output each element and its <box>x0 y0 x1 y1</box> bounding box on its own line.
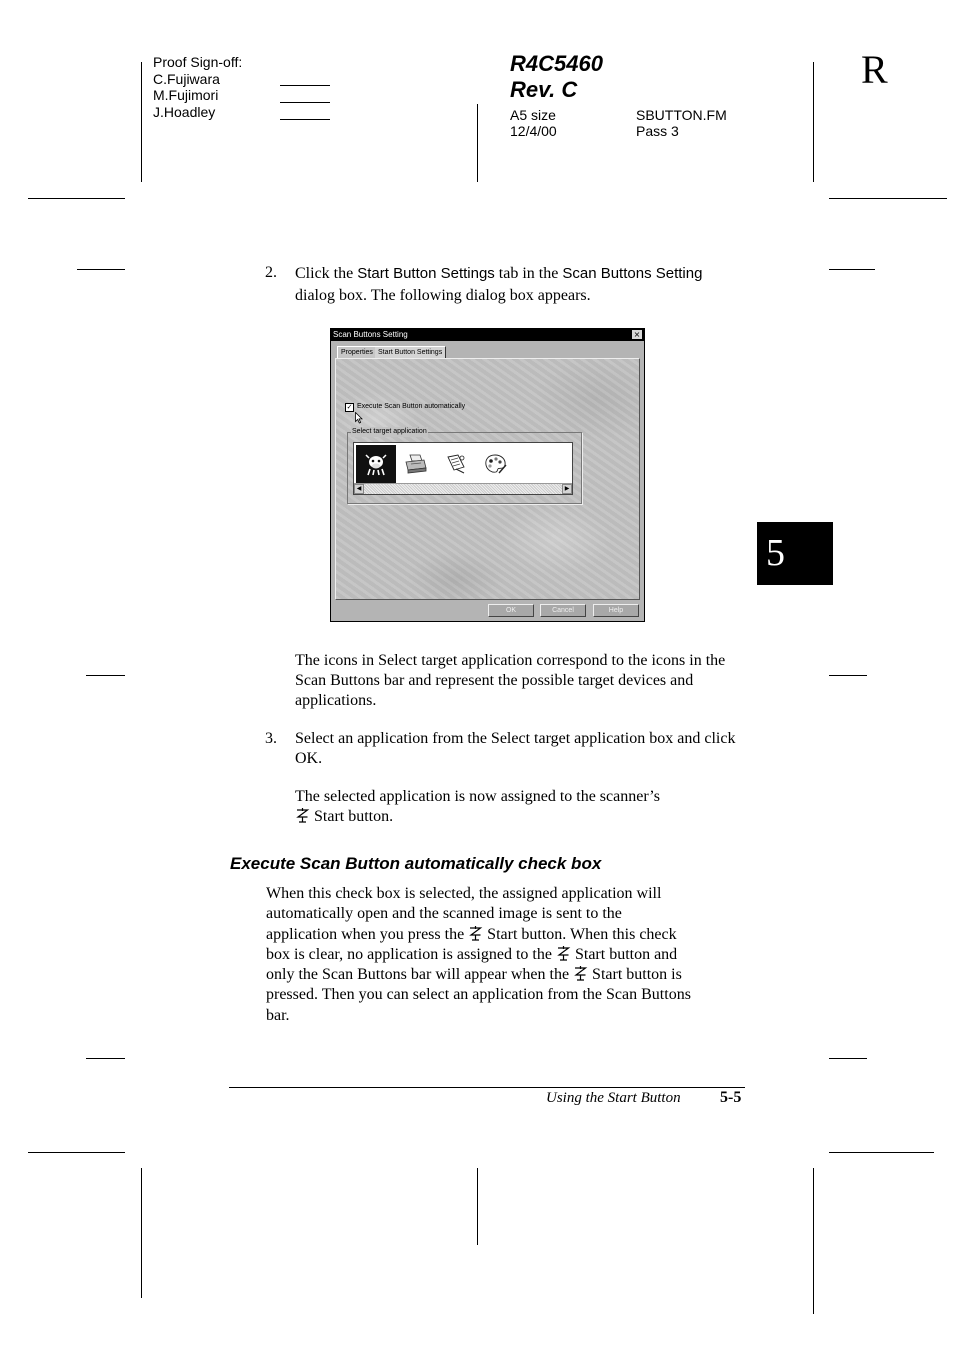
target-application-list[interactable] <box>353 442 573 495</box>
scan-buttons-setting-dialog <box>330 328 645 622</box>
app-item-1[interactable] <box>356 445 396 483</box>
crop-mark-bottom-left-horizontal <box>28 1152 125 1153</box>
footer-rule <box>229 1087 745 1088</box>
start-button-icon <box>295 807 310 823</box>
scroll-right-button[interactable]: ▶ <box>562 484 572 494</box>
crop-mark-top-left-horizontal <box>28 198 125 199</box>
term-scan-buttons-setting: Scan Buttons Setting <box>562 265 703 282</box>
paint-palette-app-icon <box>484 453 508 475</box>
trim-mark-right-1 <box>829 269 875 270</box>
footer-title: Using the Start Button <box>546 1090 681 1106</box>
trim-mark-left-1 <box>77 269 125 270</box>
section-heading: Execute Scan Button automatically check box <box>230 854 602 873</box>
tab-properties[interactable]: Properties <box>337 346 377 358</box>
chapter-number: 5 <box>766 532 785 574</box>
cow-app-icon <box>363 451 389 477</box>
proof-name-2: M.Fujimori <box>153 87 219 103</box>
corner-letter: R <box>861 47 888 92</box>
crop-mark-bottom-right-vertical <box>813 1168 814 1314</box>
step-3-number: 3. <box>265 730 277 747</box>
app-item-4[interactable] <box>476 445 516 483</box>
help-button[interactable]: Help <box>593 604 639 617</box>
horizontal-scrollbar[interactable] <box>354 483 572 494</box>
doc-pass: Pass 3 <box>636 123 679 139</box>
doc-size: A5 size <box>510 107 556 123</box>
signoff-line-1 <box>280 85 330 86</box>
step-3-text: Select an application from the Select target application box and click OK. <box>295 730 736 767</box>
start-button-icon <box>556 945 571 961</box>
trim-mark-right-2 <box>829 675 867 676</box>
dialog-title: Scan Buttons Setting <box>333 330 408 339</box>
doc-filename: SBUTTON.FM <box>636 107 727 123</box>
select-target-application-label: Select target application <box>352 428 427 435</box>
doc-title-revision: Rev. C <box>510 77 578 102</box>
chapter-tab <box>757 522 833 585</box>
step-2-number: 2. <box>265 264 277 281</box>
fax-app-icon <box>444 453 468 475</box>
start-button-icon <box>573 965 588 981</box>
crop-mark-bottom-left-vertical <box>141 1168 142 1298</box>
doc-meta-left <box>510 107 557 139</box>
proof-name-3: J.Hoadley <box>153 103 216 120</box>
execute-scan-button-checkbox[interactable]: ✓ <box>346 403 353 411</box>
trim-mark-right-3 <box>829 1058 867 1059</box>
start-button-icon <box>468 925 483 941</box>
proof-name-1: C.Fujiwara <box>153 70 220 87</box>
ok-button[interactable]: OK <box>488 604 534 617</box>
section-body: When this check box is selected, the assigned application will automatically open and the scanned image is sent to the application when you press the Start button. When this check box is clear, no application is assigned to the Start button and only the Scan Buttons bar will appear when the Start button is pressed. Then you can select an application from the Scan Buttons bar. <box>266 885 691 1024</box>
trim-mark-left-2 <box>86 675 125 676</box>
close-icon[interactable]: × <box>633 330 641 339</box>
dialog-title-bar <box>331 329 644 341</box>
crop-mark-top-right-vertical <box>813 62 814 182</box>
printer-app-icon <box>404 453 428 475</box>
app-item-2[interactable] <box>396 445 436 483</box>
doc-date: 12/4/00 <box>510 123 557 139</box>
signoff-line-3 <box>280 119 330 120</box>
crop-mark-top-left-vertical <box>141 62 142 182</box>
doc-meta-right <box>636 107 727 139</box>
page-number: 5-5 <box>720 1089 742 1106</box>
crop-mark-top-center-vertical <box>477 104 478 182</box>
crop-mark-bottom-right-horizontal <box>829 1152 934 1153</box>
signoff-line-2 <box>280 102 330 103</box>
crop-mark-bottom-center-vertical <box>477 1168 478 1245</box>
para-selected: The selected application is now assigned to the scanner’s Start button. <box>295 788 660 825</box>
term-start-button-settings: Start Button Settings <box>357 265 495 282</box>
cancel-button[interactable]: Cancel <box>540 604 586 617</box>
doc-title-model: R4C5460 <box>510 51 603 76</box>
proof-signoff-block <box>153 54 242 120</box>
step-2-text: Click the Start Button Settings tab in the Scan Buttons Setting dialog box. The following dialog box appears. <box>295 265 703 304</box>
doc-title <box>510 51 603 103</box>
execute-scan-button-label: Execute Scan Button automatically <box>357 403 466 410</box>
mouse-pointer-icon <box>355 412 363 424</box>
trim-mark-left-3 <box>86 1058 125 1059</box>
para-icons: The icons in Select target application correspond to the icons in the Scan Buttons bar and represent the possible target devices and applications. <box>295 652 726 709</box>
tab-start-button-settings[interactable]: Start Button Settings <box>375 346 446 358</box>
scroll-left-button[interactable]: ◀ <box>354 484 364 494</box>
crop-mark-top-right-horizontal <box>829 198 947 199</box>
app-item-3[interactable] <box>436 445 476 483</box>
proof-signoff-heading: Proof Sign-off: <box>153 54 243 70</box>
